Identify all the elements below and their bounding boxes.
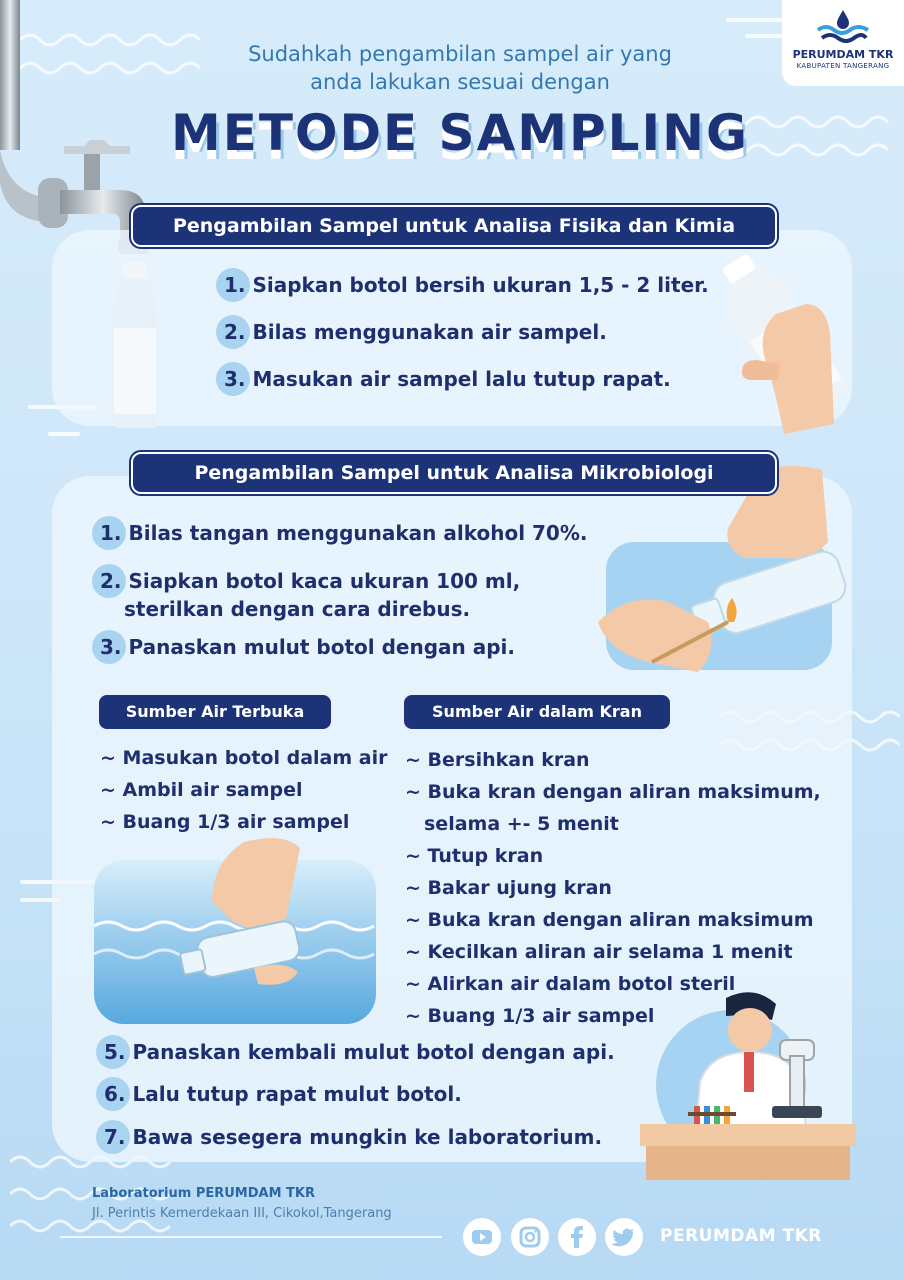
tap-source-title: Sumber Air dalam Kran (404, 695, 670, 729)
step-number: 2. (224, 320, 246, 344)
logo-name: PERUMDAM TKR (792, 48, 894, 61)
plastic-bottle-illustration (104, 258, 166, 430)
section2-step-6 (104, 1081, 462, 1107)
open-source-title: Sumber Air Terbuka (99, 695, 331, 729)
step-text: Panaskan kembali mulut botol dengan api. (132, 1040, 615, 1064)
scientist-microscope-illustration (640, 986, 860, 1180)
decorative-line (48, 432, 80, 436)
section2-step-2 (100, 568, 520, 594)
hand-dipping-bottle-illustration (94, 838, 376, 1024)
step-text: sterilkan dengan cara direbus. (124, 597, 471, 621)
decorative-line (726, 18, 782, 22)
logo-subtitle: KABUPATEN TANGERANG (796, 62, 890, 70)
section1-step-2 (224, 319, 607, 345)
open-source-item: ~ Ambil air sampel (100, 779, 303, 801)
section1-step-3 (224, 366, 671, 392)
step-number: 7. (104, 1125, 126, 1149)
step-text: Lalu tutup rapat mulut botol. (132, 1082, 462, 1106)
intro-line-1: Sudahkah pengambilan sampel air yang (248, 42, 672, 66)
step-text: Panaskan mulut botol dengan api. (128, 635, 516, 659)
instagram-icon[interactable] (511, 1218, 549, 1256)
step-number: 6. (104, 1082, 126, 1106)
decorative-line (745, 34, 782, 38)
hand-holding-bottle-illustration (706, 252, 866, 438)
intro-text (160, 40, 760, 96)
tap-source-item: ~ Bersihkan kran (405, 749, 590, 771)
tap-source-item: ~ Buka kran dengan aliran maksimum, (405, 781, 821, 803)
tap-source-item: ~ Alirkan air dalam botol steril (405, 973, 736, 995)
section2-title: Pengambilan Sampel untuk Analisa Mikrobiologi (131, 452, 777, 494)
footer-lab-name: Laboratorium PERUMDAM TKR (92, 1186, 315, 1201)
page-title: METODE SAMPLING (170, 104, 750, 162)
section2-step-1 (100, 520, 587, 546)
section1-title: Pengambilan Sampel untuk Analisa Fisika dan Kimia (131, 205, 777, 247)
tap-source-item: ~ Buka kran dengan aliran maksimum (405, 909, 814, 931)
twitter-icon[interactable] (605, 1218, 643, 1256)
tap-source-item: ~ Bakar ujung kran (405, 877, 612, 899)
footer-divider (60, 1236, 442, 1238)
facebook-icon[interactable] (558, 1218, 596, 1256)
section1-step-1 (224, 272, 709, 298)
step-text: Siapkan botol bersih ukuran 1,5 - 2 liter. (252, 273, 709, 297)
section2-step-2-continued (124, 596, 470, 622)
step-text: Bilas tangan menggunakan alkohol 70%. (128, 521, 588, 545)
step-text: Bilas menggunakan air sampel. (252, 320, 607, 344)
open-source-item: ~ Buang 1/3 air sampel (100, 811, 350, 833)
company-logo (782, 0, 904, 86)
footer-address: Jl. Perintis Kemerdekaan III, Cikokol,Tangerang (92, 1206, 392, 1221)
open-source-item: ~ Masukan botol dalam air (100, 747, 388, 769)
tap-source-item: ~ Buang 1/3 air sampel (405, 1005, 655, 1027)
step-number: 5. (104, 1040, 126, 1064)
glass-bottle-flame-illustration (592, 462, 864, 692)
step-number: 3. (224, 367, 246, 391)
step-number: 1. (100, 521, 122, 545)
step-number: 1. (224, 273, 246, 297)
step-number: 2. (100, 569, 122, 593)
youtube-icon[interactable] (463, 1218, 501, 1256)
footer-brand: PERUMDAM TKR (660, 1226, 822, 1246)
water-drop-logo-icon (816, 8, 870, 48)
section2-step-3 (100, 634, 515, 660)
step-text: Bawa sesegera mungkin ke laboratorium. (132, 1125, 603, 1149)
intro-line-2: anda lakukan sesuai dengan (310, 70, 610, 94)
step-number: 3. (100, 635, 122, 659)
tap-source-item: selama +- 5 menit (424, 813, 619, 835)
section2-step-5 (104, 1039, 615, 1065)
section2-step-7 (104, 1124, 602, 1150)
step-text: Masukan air sampel lalu tutup rapat. (252, 367, 671, 391)
step-text: Siapkan botol kaca ukuran 100 ml, (128, 569, 521, 593)
tap-source-item: ~ Kecilkan aliran air selama 1 menit (405, 941, 793, 963)
tap-source-item: ~ Tutup kran (405, 845, 544, 867)
